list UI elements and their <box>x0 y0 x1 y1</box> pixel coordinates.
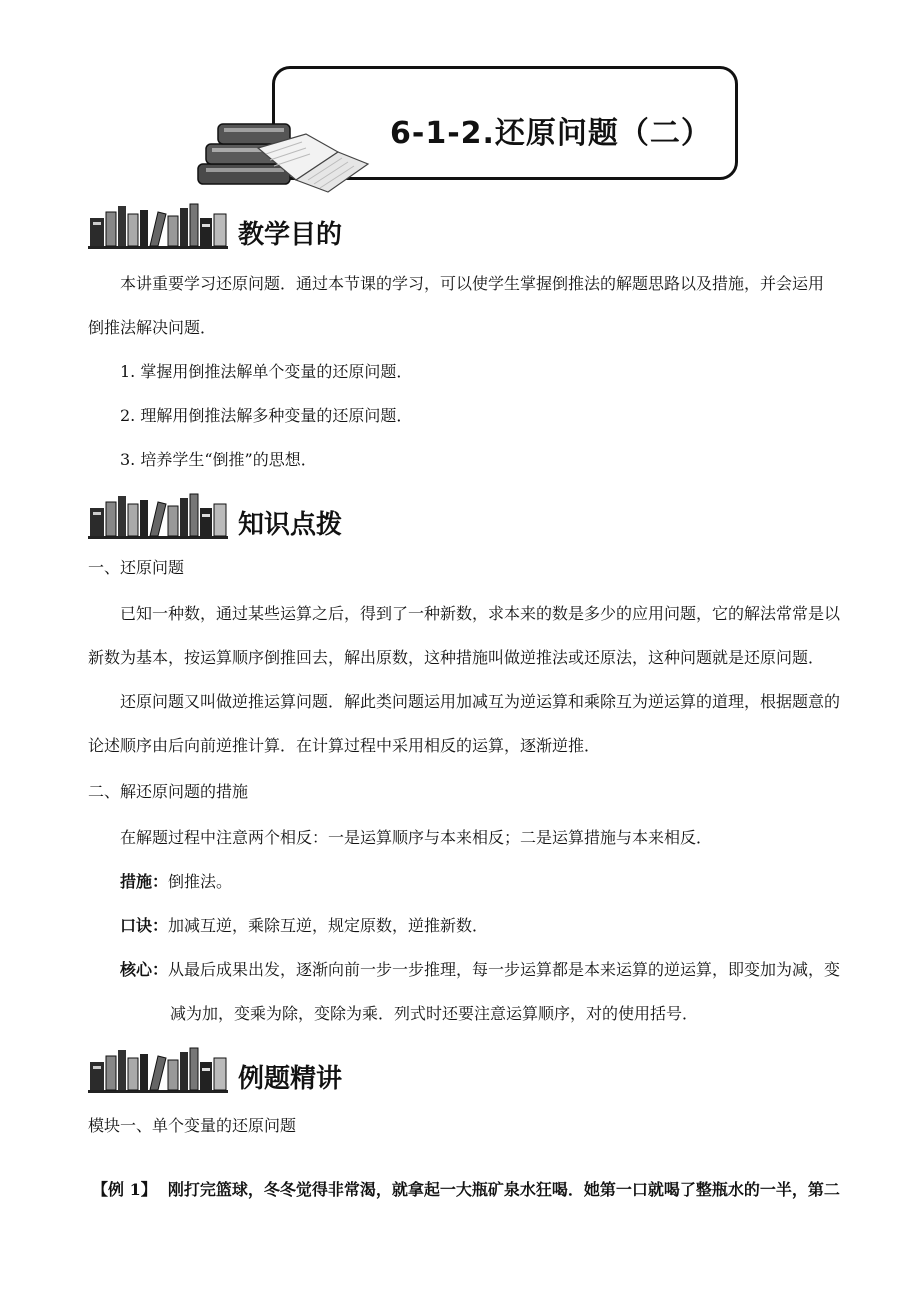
example-1-row <box>92 1180 840 1200</box>
knowledge-p2-line2: 论述顺序由后向前逆推计算．在计算过程中采用相反的运算，逐渐逆推． <box>88 736 601 755</box>
core-text-line2: 减为加，变乘为除，变除为乘．列式时还要注意运算顺序，对的使用括号． <box>170 1004 699 1023</box>
section-title-goals: 教学目的 <box>238 220 343 250</box>
goals-item-1: 1. 掌握用倒推法解单个变量的还原问题． <box>120 362 413 381</box>
knowledge-p2-line1: 还原问题又叫做逆推运算问题．解此类问题运用加减互为逆运算和乘除互为逆运算的道理，根据题意的 <box>120 692 841 711</box>
example-1-label: 【例 1】 <box>92 1180 157 1199</box>
bookshelf-icon <box>88 492 228 540</box>
core-row <box>120 960 840 980</box>
rhyme-text: 加减互逆，乘除互逆，规定原数，逆推新数． <box>168 916 489 935</box>
example-1-text: 刚打完篮球，冬冬觉得非常渴，就拿起一大瓶矿泉水狂喝．她第一口就喝了整瓶水的一半，第二 <box>167 1180 840 1199</box>
bookshelf-icon <box>88 202 228 250</box>
page-title: 6-1-2.还原问题（二） <box>390 116 712 151</box>
section-title-knowledge: 知识点拨 <box>238 510 343 540</box>
rhyme-label: 口诀： <box>120 916 169 935</box>
rhyme-row <box>120 916 488 936</box>
core-label: 核心： <box>120 960 169 979</box>
method-label: 措施： <box>120 872 169 891</box>
goals-intro-line2: 倒推法解决问题． <box>88 318 217 337</box>
method-row <box>120 872 232 892</box>
books-stack-icon <box>196 112 396 196</box>
method-text: 倒推法。 <box>168 872 233 891</box>
knowledge-heading-2: 二、解还原问题的措施 <box>88 782 249 801</box>
knowledge-p1-line1: 已知一种数，通过某些运算之后，得到了一种新数，求本来的数是多少的应用问题，它的解法常常是以 <box>120 604 841 623</box>
module-heading-1: 模块一、单个变量的还原问题 <box>88 1116 297 1135</box>
section-title-examples: 例题精讲 <box>238 1064 343 1094</box>
goals-intro-line1: 本讲重要学习还原问题．通过本节课的学习，可以使学生掌握倒推法的解题思路以及措施，并会运用 <box>120 274 825 293</box>
goals-item-2: 2. 理解用倒推法解多种变量的还原问题． <box>120 406 413 425</box>
goals-item-3: 3. 培养学生“倒推”的思想． <box>120 450 317 469</box>
knowledge-heading-1: 一、还原问题 <box>88 558 185 577</box>
bookshelf-icon <box>88 1046 228 1094</box>
knowledge-p3: 在解题过程中注意两个相反：一是运算顺序与本来相反；二是运算措施与本来相反． <box>120 828 713 847</box>
core-text-line1: 从最后成果出发，逐渐向前一步一步推理，每一步运算都是本来运算的逆运算，即变加为减，变 <box>168 960 841 979</box>
knowledge-p1-line2: 新数为基本，按运算顺序倒推回去，解出原数，这种措施叫做逆推法或还原法，这种问题就是还原问题． <box>88 648 825 667</box>
